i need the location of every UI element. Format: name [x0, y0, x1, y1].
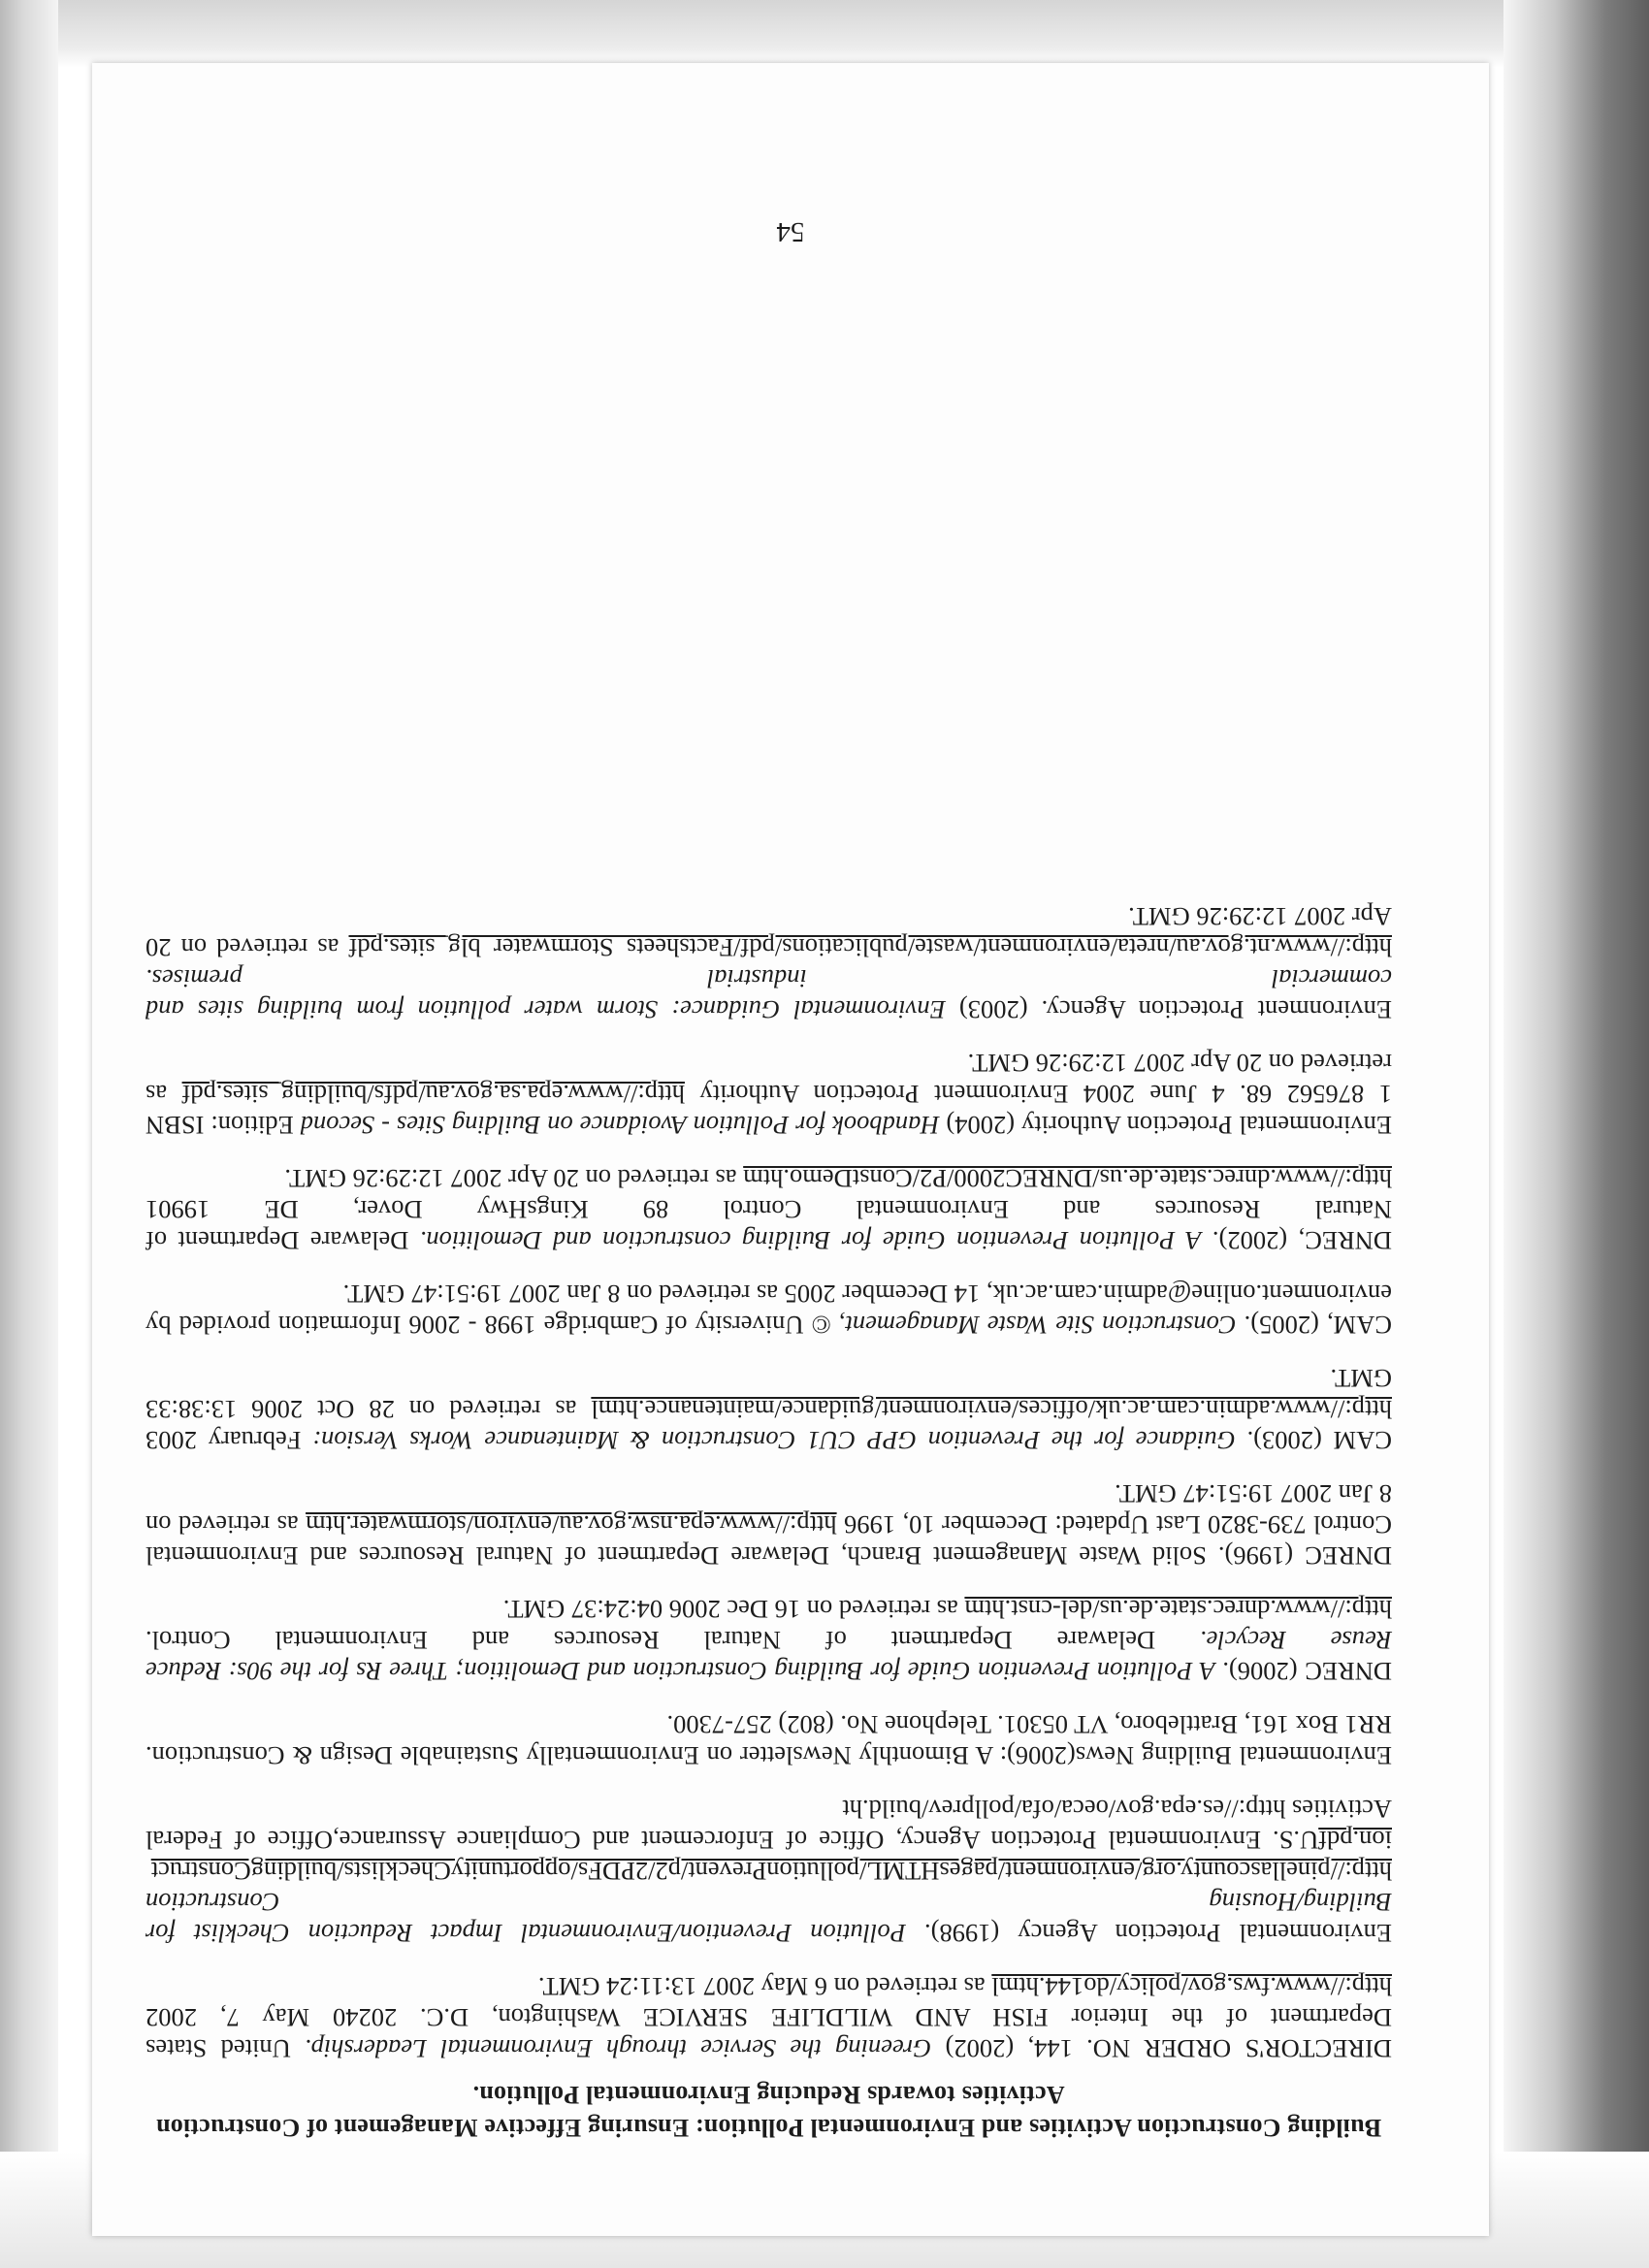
reference-text: Environmental Building News(2006): A Bimonthly Newsletter on Environmentally Sustainable Design & Construction. RR1 Box 161, Brattleboro, VT 05301. Telephone No. (802) 257-7300. [146, 1710, 1392, 1770]
section-heading: Building Construction Activities and Environmental Pollution: Ensuring Effective Management of Construction Activities towards Reducing Environmental Pollution. [155, 2081, 1382, 2142]
reference-entry [146, 1279, 1392, 1341]
reference-text: February 2003 [145, 1426, 313, 1455]
page-number: 54 [776, 216, 805, 247]
reference-entry [146, 1478, 1392, 1571]
reference-text: © University of Cambridge 1998 - 2006 Information provided by environment.online@admin.cam.ac.uk, 14 December 2005 as retrieved on 8 Jan 2007 19:51:47 GMT. [146, 1280, 1392, 1340]
rotated-page [92, 63, 1489, 2236]
reference-entry [146, 1971, 1392, 2064]
reference-text: Delaware Department of Natural Resources and Environmental Control 89 KingsHwy Dover, DE 19901 [145, 1195, 1392, 1255]
reference-text: Environmental Protection Authority (2004) [939, 1111, 1392, 1140]
scan-left-shadow [0, 0, 58, 2268]
reference-list [146, 879, 1392, 2144]
reference-title: Guidance for the Prevention GPP CU1 Construction & Maintenance Works Version: [312, 1426, 1236, 1455]
reference-link[interactable]: http://www.admin.cam.ac.uk/offices/environment/guidance/maintenance.html [591, 1395, 1392, 1424]
reference-entry [146, 1709, 1392, 1771]
reference-title: Pollution Prevention/Environmental Impact Reduction Checklist for Building/Housing Construction [145, 1888, 1392, 1948]
reference-text: as retrieved on 8 Jan 2007 19:51:47 GMT. [146, 1479, 1392, 1539]
reference-text: as retrieved on 20 Apr 2007 12:29:26 GMT. [146, 902, 1392, 962]
reference-text: DNREC (2006). [1214, 1657, 1392, 1686]
reference-text: United States Department of the Interior FISH AND WILDLIFE SERVICE Washington, D.C. 20240 May 7, 2002 [146, 2003, 1392, 2063]
reference-link[interactable]: http://www.dnrec.state.de.us/del-cnst.htm [964, 1595, 1392, 1624]
scan-top-shadow [0, 0, 1649, 68]
reference-title: Greening the Service through Environmental Leadership. [305, 2034, 932, 2063]
reference-text: Environmental Protection Agency (1998). [905, 1919, 1392, 1948]
reference-link[interactable]: http://www.fws.gov/policy/do144.html [991, 1972, 1392, 2001]
reference-text: as retrieved on 28 Oct 2006 13:38:33 GMT. [146, 1364, 1392, 1424]
reference-link[interactable]: http://www.epa.sa.gov.au/pdfs/building_sites.pdf [181, 1080, 685, 1109]
reference-text: U.S. Environmental Protection Agency, Office of Enforcement and Compliance Assurance,Office of Federal Activities http://es.epa.gov/oeca/ofa/pollprev/build.ht [146, 1795, 1392, 1855]
reference-text: as retrieved on 20 Apr 2007 12:29:26 GMT. [145, 1049, 1392, 1109]
reference-text: Environment Protection Agency. (2003) [945, 995, 1392, 1024]
reference-text: DNREC, (2002). [1201, 1226, 1392, 1255]
reference-title: Environmental Guidance: Storm water pollution from building sites and commercial industrial premises. [146, 964, 1392, 1024]
reference-title: A Pollution Prevention Guide for Building construction and Demolition. [419, 1226, 1202, 1255]
reference-text: Edition: ISBN 1 876562 68. 4 June 2004 Environment Protection Authority [145, 1080, 1392, 1140]
reference-text: as retrieved on 16 Dec 2006 04:24:37 GMT. [502, 1595, 965, 1624]
reference-title: Handbook for Pollution Avoidance on Building Sites - Second [300, 1111, 940, 1140]
reference-title: A Pollution Prevention Guide for Building Construction and Demolition; Three Rs for the 90s: Reduce Reuse Recycle. [146, 1626, 1392, 1686]
reference-link[interactable]: http://pinellascounty.org/environment/pagesHTML/pollutionPrevent/p2/2PDFs/opportunityChecklists/buildingConstruction.pdf [150, 1826, 1392, 1886]
reference-text: Delaware Department of Natural Resources and Environmental Control. [146, 1626, 1200, 1655]
scan-right-shadow [1504, 0, 1649, 2268]
reference-text: CAM (2003). [1235, 1426, 1392, 1455]
references-container [146, 901, 1392, 2064]
reference-entry [146, 901, 1392, 1025]
reference-text: as retrieved on 20 Apr 2007 12:29:26 GMT. [284, 1164, 744, 1193]
reference-entry [146, 1363, 1392, 1456]
reference-link[interactable]: http://www.epa.nsw.gov.au/environ/stormwater.htm [306, 1510, 837, 1539]
reference-text: DIRECTOR'S ORDER NO. 144, (2002) [931, 2034, 1392, 2063]
reference-title: Construction Site Waste Management, [838, 1311, 1237, 1340]
reference-entry [146, 1048, 1392, 1141]
reference-entry [146, 1794, 1392, 1949]
reference-text: as retrieved on 6 May 2007 13:11:24 GMT. [537, 1972, 992, 2001]
reference-entry [146, 1163, 1392, 1256]
reference-entry [146, 1594, 1392, 1687]
reference-text: DNREC (1996). Solid Waste Management Branch, Delaware Department of Natural Resources and Environmental Control 739-3820 Last Updated: December 10, 1996 [146, 1510, 1392, 1571]
reference-text: CAM, (2005). [1236, 1311, 1392, 1340]
reference-link[interactable]: http://www.dnrec.state.de.us/DNREC2000/P2/ConstDemo.htm [743, 1164, 1392, 1193]
reference-link[interactable]: http://www.nt.gov.au/nreta/environment/waste/publications/pdf/Factsheets_Stormwater_blg_sites.pdf [348, 933, 1392, 962]
